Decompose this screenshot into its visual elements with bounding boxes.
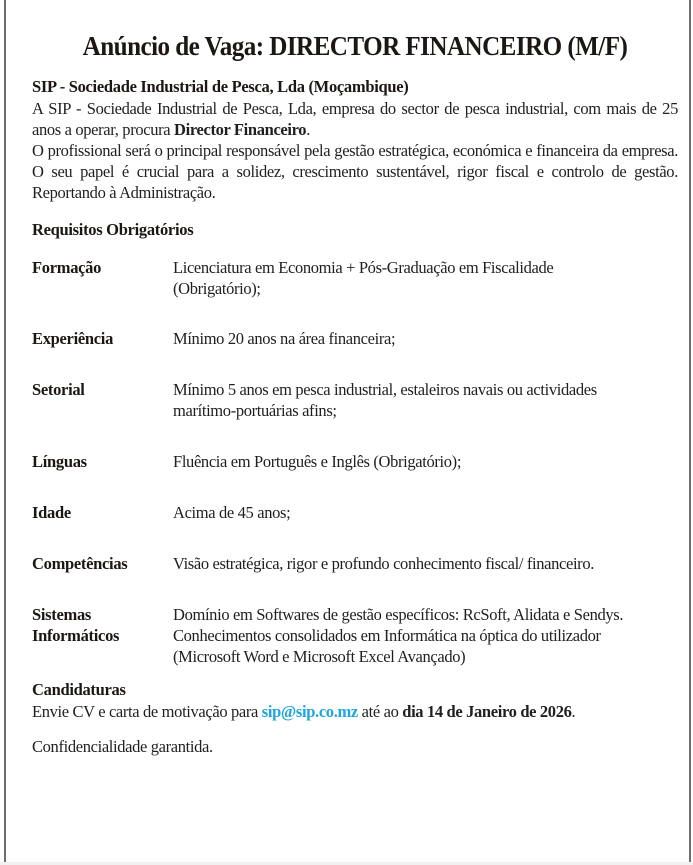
requirement-row (32, 502, 678, 523)
requirements-list (32, 257, 678, 667)
applications-text-middle: até ao (357, 702, 403, 721)
email-link[interactable]: sip@sip.co.mz (261, 702, 358, 721)
requirement-row (32, 328, 678, 349)
requirement-row (32, 379, 678, 421)
deadline: dia 14 de Janeiro de 2026 (402, 702, 572, 721)
requirement-value: Acima de 45 anos; (173, 503, 291, 522)
requirement-value: Fluência em Português e Inglês (Obrigatório); (173, 452, 462, 471)
intro-paragraph (32, 98, 678, 140)
requirement-label: Competências (32, 554, 128, 573)
requirement-label: Formação (32, 258, 102, 277)
intro-end: . (306, 120, 310, 139)
position-highlight: Director Financeiro (174, 120, 307, 139)
requirement-label-line: Sistemas (32, 605, 92, 624)
requirement-row (32, 257, 678, 299)
requirement-label: Idade (32, 503, 71, 522)
requirement-value: Mínimo 5 anos em pesca industrial, estaleiros navais ou actividades marítimo-portuárias afins; (173, 380, 597, 420)
company-name: SIP - Sociedade Industrial de Pesca, Lda (Moçambique) (32, 77, 409, 96)
requirement-label: Línguas (32, 452, 87, 471)
requirement-label-line: Informáticos (32, 626, 120, 645)
applications-paragraph (32, 701, 678, 722)
requirement-value: Domínio em Softwares de gestão específicos: RcSoft, Alidata e Sendys. Conhecimentos consolidados em Informática na óptica do utilizador (Microsoft Word e Microsoft Excel Avançado) (173, 605, 624, 666)
job-posting (32, 28, 678, 757)
applications-text: Envie CV e carta de motivação para (32, 702, 262, 721)
requirement-value: Mínimo 20 anos na área financeira; (173, 329, 396, 348)
requirement-value: Visão estratégica, rigor e profundo conhecimento fiscal/ financeiro. (173, 554, 594, 573)
requirement-label: Experiência (32, 329, 114, 348)
role-description: O profissional será o principal responsável pela gestão estratégica, económica e financeira da empresa. O seu papel é crucial para a solidez, crescimento sustentável, rigor fiscal e controlo de gestão. Reportando à Administração. (32, 141, 678, 202)
requirements-heading: Requisitos Obrigatórios (32, 220, 194, 239)
page-title: Anúncio de Vaga: DIRECTOR FINANCEIRO (M/F) (82, 31, 628, 61)
requirement-value: Licenciatura em Economia + Pós-Graduação em Fiscalidade (Obrigatório); (173, 258, 554, 298)
requirement-row (32, 451, 678, 472)
requirement-label (32, 604, 173, 646)
requirement-label: Setorial (32, 380, 85, 399)
applications-heading: Candidaturas (32, 680, 126, 699)
applications-end: . (571, 702, 576, 721)
confidentiality-note: Confidencialidade garantida. (32, 737, 213, 756)
intro-text: A SIP - Sociedade Industrial de Pesca, Lda, empresa do sector de pesca industrial, com mais de 25 anos a operar, procura (32, 99, 678, 139)
document-frame (4, 0, 691, 862)
requirement-row (32, 604, 678, 667)
requirement-row (32, 553, 678, 574)
